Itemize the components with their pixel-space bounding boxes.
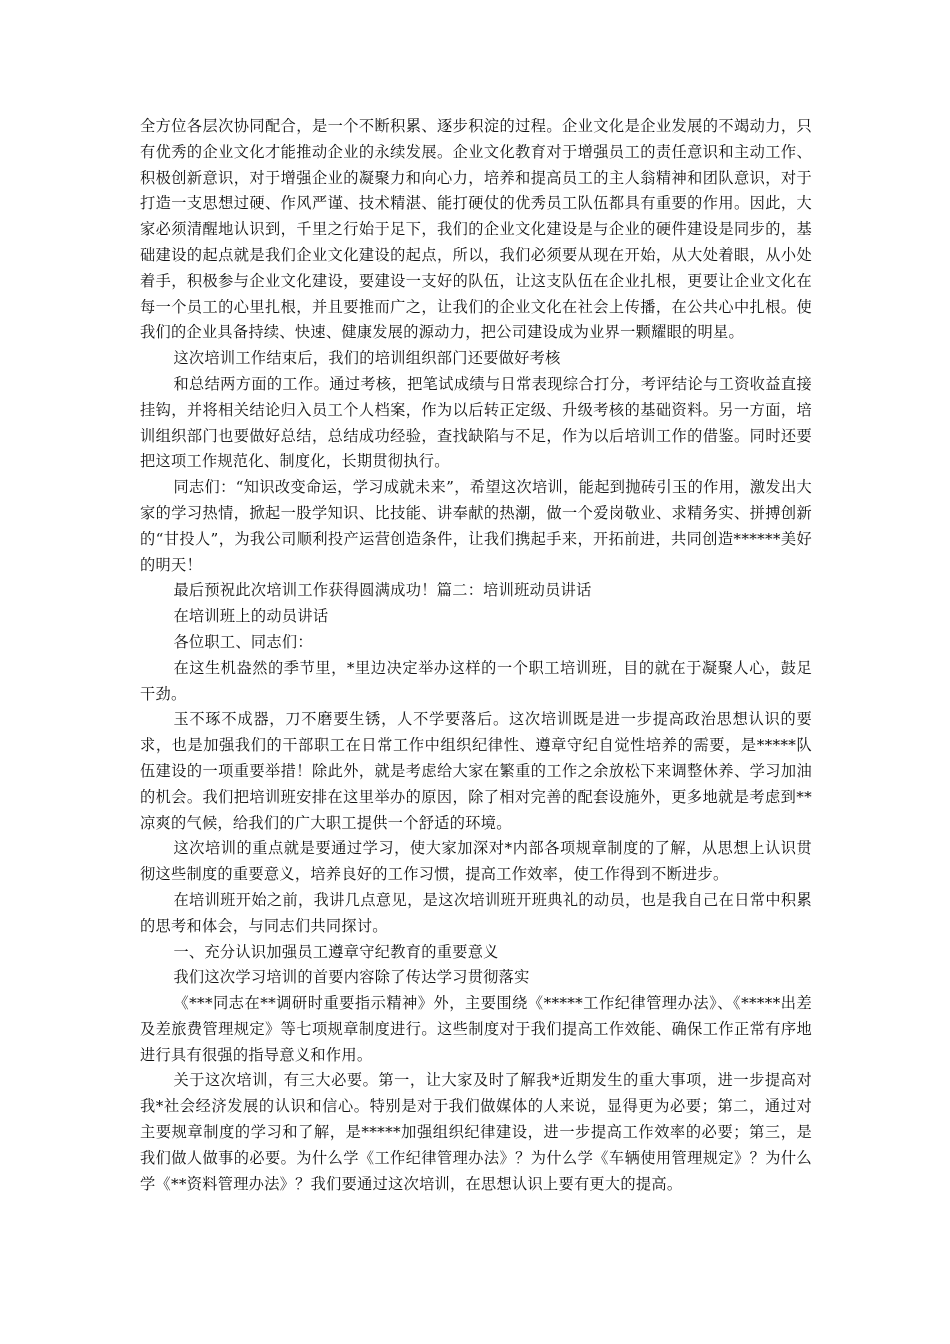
paragraph: 在培训班上的动员讲话	[173, 607, 329, 626]
paragraph: 同志们：“知识改变命运，学习成就未来”，希望这次培训，能起到抛砖引玉的作用，激发出大家的学习热情，掀起一股学知识、比技能、讲奉献的热潮，做一个爱岗敬业、求精务实、拼搏创新的“甘投人”，为我公司顺利投产运营创造条件，让我们携起手来，开拓前进，共同创造******美好的明天！	[140, 478, 812, 574]
paragraph: 在这生机盎然的季节里，*里边决定举办这样的一个职工培训班，目的就在于凝聚人心，鼓足干劲。	[140, 658, 812, 703]
paragraph: 这次培训的重点就是要通过学习，使大家加深对*内部各项规章制度的了解，从思想上认识贯彻这些制度的重要意义，培养良好的工作习惯，提高工作效率，使工作得到不断进步。	[140, 839, 812, 884]
paragraph: 我们这次学习培训的首要内容除了传达学习贯彻落实	[173, 968, 530, 987]
paragraph: 《***同志在**调研时重要指示精神》外，主要围绕《*****工作纪律管理办法》、《*****出差及差旅费管理规定》等七项规章制度进行。这些制度对于我们提高工作效能、确保工作正常有序地进行具有很强的指导意义和作用。	[140, 994, 812, 1064]
paragraph: 一、充分认识加强员工遵章守纪教育的重要意义	[173, 942, 499, 961]
paragraph: 各位职工、同志们：	[173, 632, 313, 651]
paragraph: 这次培训工作结束后，我们的培训组织部门还要做好考核	[173, 349, 561, 368]
document-page	[140, 114, 812, 1197]
paragraph: 在培训班开始之前，我讲几点意见，是这次培训班开班典礼的动员，也是我自己在日常中积累的思考和体会，与同志们共同探讨。	[140, 890, 812, 935]
paragraph: 和总结两方面的工作。通过考核，把笔试成绩与日常表现综合打分，考评结论与工资收益直接挂钩，并将相关结论归入员工个人档案，作为以后转正定级、升级考核的基础资料。另一方面，培训组织部门也要做好总结，总结成功经验，查找缺陷与不足，作为以后培训工作的借鉴。同时还要把这项工作规范化、制度化，长期贯彻执行。	[140, 374, 812, 471]
paragraph: 最后预祝此次培训工作获得圆满成功！篇二：培训班动员讲话	[173, 581, 592, 600]
paragraph: 玉不琢不成器，刀不磨要生锈，人不学要落后。这次培训既是进一步提高政治思想认识的要求，也是加强我们的干部职工在日常工作中组织纪律性、遵章守纪自觉性培养的需要，是*****队伍建设的一项重要举措！除此外，就是考虑给大家在繁重的工作之余放松下来调整休养、学习加油的机会。我们把培训班安排在这里举办的原因，除了相对完善的配套设施外，更多地就是考虑到**凉爽的气候，给我们的广大职工提供一个舒适的环境。	[140, 710, 812, 832]
paragraph: 关于这次培训，有三大必要。第一，让大家及时了解我*近期发生的重大事项，进一步提高对我*社会经济发展的认识和信心。特别是对于我们做媒体的人来说，显得更为必要；第二，通过对主要规章制度的学习和了解，是*****加强组织纪律建设，进一步提高工作效率的必要；第三，是我们做人做事的必要。为什么学《工作纪律管理办法》？为什么学《车辆使用管理规定》？为什么学《**资料管理办法》？我们要通过这次培训，在思想认识上要有更大的提高。	[140, 1071, 812, 1193]
paragraph: 全方位各层次协同配合，是一个不断积累、逐步积淀的过程。企业文化是企业发展的不竭动力，只有优秀的企业文化才能推动企业的永续发展。企业文化教育对于增强员工的责任意识和主动工作、积极创新意识，对于增强企业的凝聚力和向心力，培养和提高员工的主人翁精神和团队意识，对于打造一支思想过硬、作风严谨、技术精湛、能打硬仗的优秀员工队伍都具有重要的作用。因此，大家必须清醒地认识到，千里之行始于足下，我们的企业文化建设是与企业的硬件建设是同步的，基础建设的起点就是我们企业文化建设的起点，所以，我们必须要从现在开始，从大处着眼，从小处着手，积极参与企业文化建设，要建设一支好的队伍，让这支队伍在企业扎根，更要让企业文化在每一个员工的心里扎根，并且要推而广之，让我们的企业文化在社会上传播，在公共心中扎根。使我们的企业具备持续、快速、健康发展的源动力，把公司建设成为业界一颗耀眼的明星。	[140, 117, 812, 342]
